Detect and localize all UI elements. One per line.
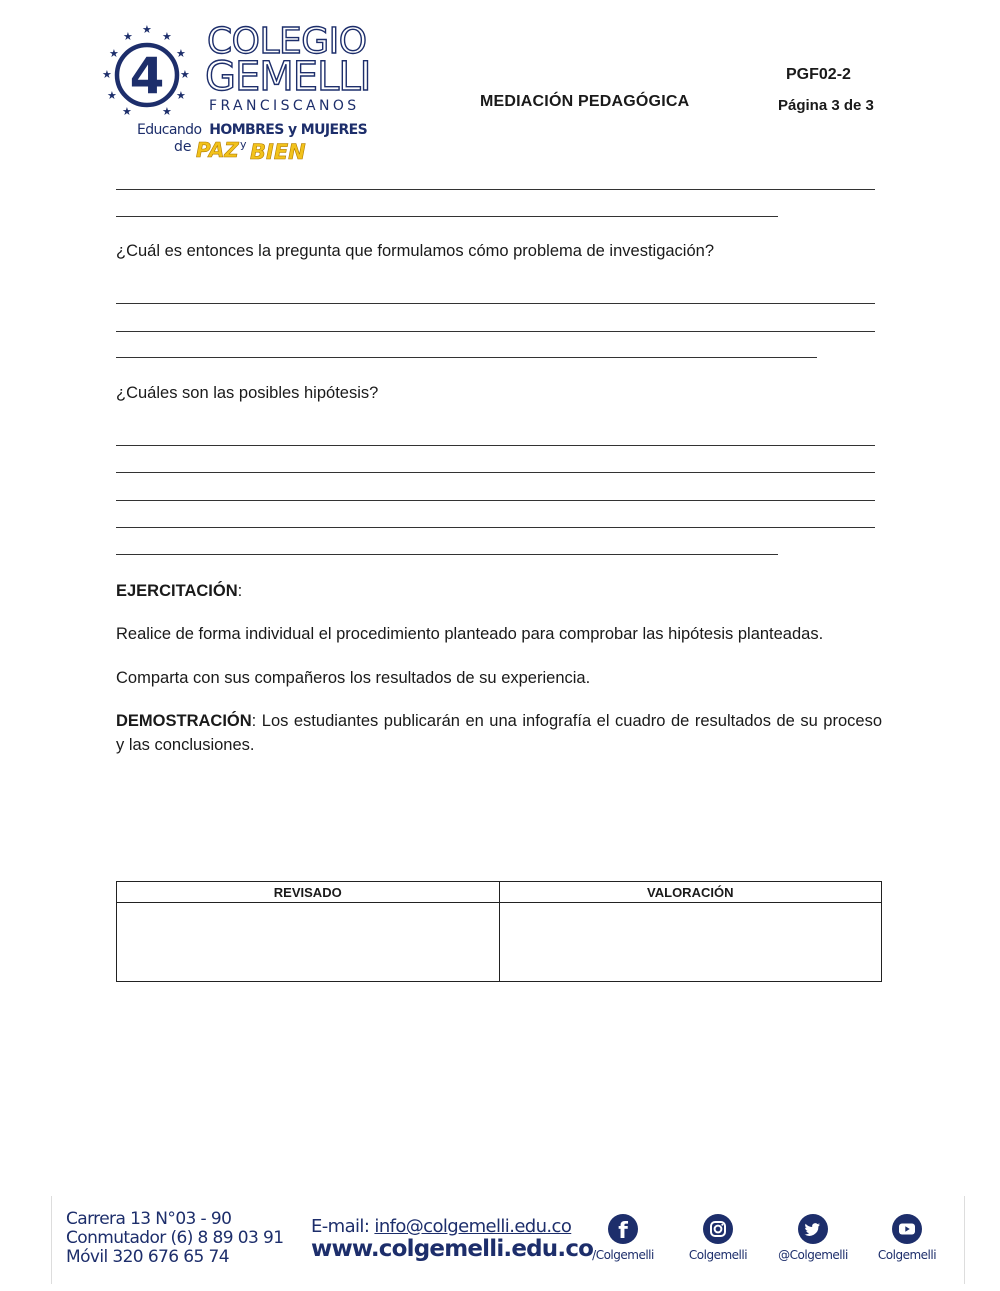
svg-text:★: ★ xyxy=(176,47,186,60)
svg-text:★: ★ xyxy=(123,30,133,43)
footer-address xyxy=(66,1210,283,1267)
social-instagram[interactable] xyxy=(678,1214,758,1262)
logo-tagline-bien: BIEN xyxy=(250,140,306,164)
instagram-handle: Colgemelli xyxy=(688,1248,748,1262)
social-facebook[interactable] xyxy=(583,1214,663,1262)
youtube-handle: Colgemelli xyxy=(877,1248,937,1262)
answer-line[interactable] xyxy=(116,527,875,528)
svg-text:★: ★ xyxy=(102,68,112,81)
demonstration-text: : Los estudiantes publicarán en una infografía el cuadro de resultados de su proceso y las conclusiones. xyxy=(116,712,882,754)
social-youtube[interactable] xyxy=(867,1214,947,1262)
svg-text:★: ★ xyxy=(162,105,172,118)
exercise-heading: EJERCITACIÓN xyxy=(116,582,238,600)
answer-line[interactable] xyxy=(116,357,817,358)
document-title: MEDIACIÓN PEDAGÓGICA xyxy=(480,93,690,110)
twitter-icon xyxy=(798,1214,828,1244)
answer-line[interactable] xyxy=(116,500,875,501)
logo-line-gemelli: GEMELLI xyxy=(205,54,371,100)
svg-text:f: f xyxy=(618,1219,628,1244)
social-twitter[interactable] xyxy=(773,1214,853,1262)
document-code: PGF02-2 xyxy=(786,66,851,83)
valoracion-cell[interactable] xyxy=(499,903,882,982)
exercise-heading-line xyxy=(116,579,242,603)
email-link[interactable]: info@colgemelli.edu.co xyxy=(374,1216,572,1237)
twitter-handle: @Colgemelli xyxy=(778,1248,848,1262)
answer-line[interactable] xyxy=(116,216,778,217)
answer-line[interactable] xyxy=(116,445,875,446)
svg-text:★: ★ xyxy=(142,23,152,36)
svg-text:★: ★ xyxy=(109,47,119,60)
exercise-instruction-2: Comparta con sus compañeros los resultados de su experiencia. xyxy=(116,669,591,687)
phone-line: Conmutador (6) 8 89 03 91 xyxy=(66,1228,284,1248)
svg-text:★: ★ xyxy=(180,68,190,81)
answer-line[interactable] xyxy=(116,189,875,190)
logo-tagline-de: de xyxy=(174,139,192,155)
exercise-instruction-1: Realice de forma individual el procedimiento planteado para comprobar las hipótesis planteadas. xyxy=(116,625,824,643)
svg-text:★: ★ xyxy=(176,89,186,102)
emblem-digit: 4 xyxy=(129,47,165,105)
logo-tagline-paz: PAZ xyxy=(196,138,239,162)
revisado-cell[interactable] xyxy=(117,903,500,982)
demonstration-paragraph xyxy=(116,709,882,757)
svg-text:★: ★ xyxy=(162,30,172,43)
column-header-revisado: REVISADO xyxy=(117,882,500,903)
question-hypotheses: ¿Cuáles son las posibles hipótesis? xyxy=(116,384,379,402)
instagram-icon xyxy=(703,1214,733,1244)
email-label: E-mail: xyxy=(311,1216,375,1237)
school-logo xyxy=(92,20,382,170)
answer-line[interactable] xyxy=(116,554,778,555)
svg-text:Educando HOMBRES y MUJERES xyxy=(137,122,368,138)
logo-line-colegio: COLEGIO xyxy=(207,21,367,62)
facebook-handle: /Colgemelli xyxy=(592,1248,654,1262)
answer-line[interactable] xyxy=(116,472,875,473)
question-problem: ¿Cuál es entonces la pregunta que formulamos cómo problema de investigación? xyxy=(116,242,715,260)
svg-text:★: ★ xyxy=(107,89,117,102)
answer-line[interactable] xyxy=(116,303,875,304)
facebook-icon xyxy=(608,1214,638,1244)
exercise-heading-colon: : xyxy=(237,582,243,600)
page-number: Página 3 de 3 xyxy=(778,97,874,114)
footer-email xyxy=(311,1216,571,1237)
logo-tagline-part1: Educando xyxy=(137,122,202,138)
address-line: Carrera 13 N°03 - 90 xyxy=(66,1209,232,1229)
footer-website[interactable]: www.colgemelli.edu.co xyxy=(311,1236,594,1262)
youtube-icon xyxy=(892,1214,922,1244)
logo-tagline-part2: HOMBRES y MUJERES xyxy=(209,122,368,138)
footer-divider-right xyxy=(964,1196,965,1284)
answer-line[interactable] xyxy=(116,331,875,332)
review-table xyxy=(116,881,882,982)
logo-line-franciscanos: FRANCISCANOS xyxy=(209,98,360,114)
mobile-line: Móvil 320 676 65 74 xyxy=(66,1247,229,1267)
footer-divider-left xyxy=(51,1196,52,1284)
svg-text:★: ★ xyxy=(122,105,132,118)
demonstration-heading: DEMOSTRACIÓN xyxy=(116,712,252,730)
column-header-valoracion: VALORACIÓN xyxy=(499,882,882,903)
logo-tagline-y: y xyxy=(240,138,247,151)
